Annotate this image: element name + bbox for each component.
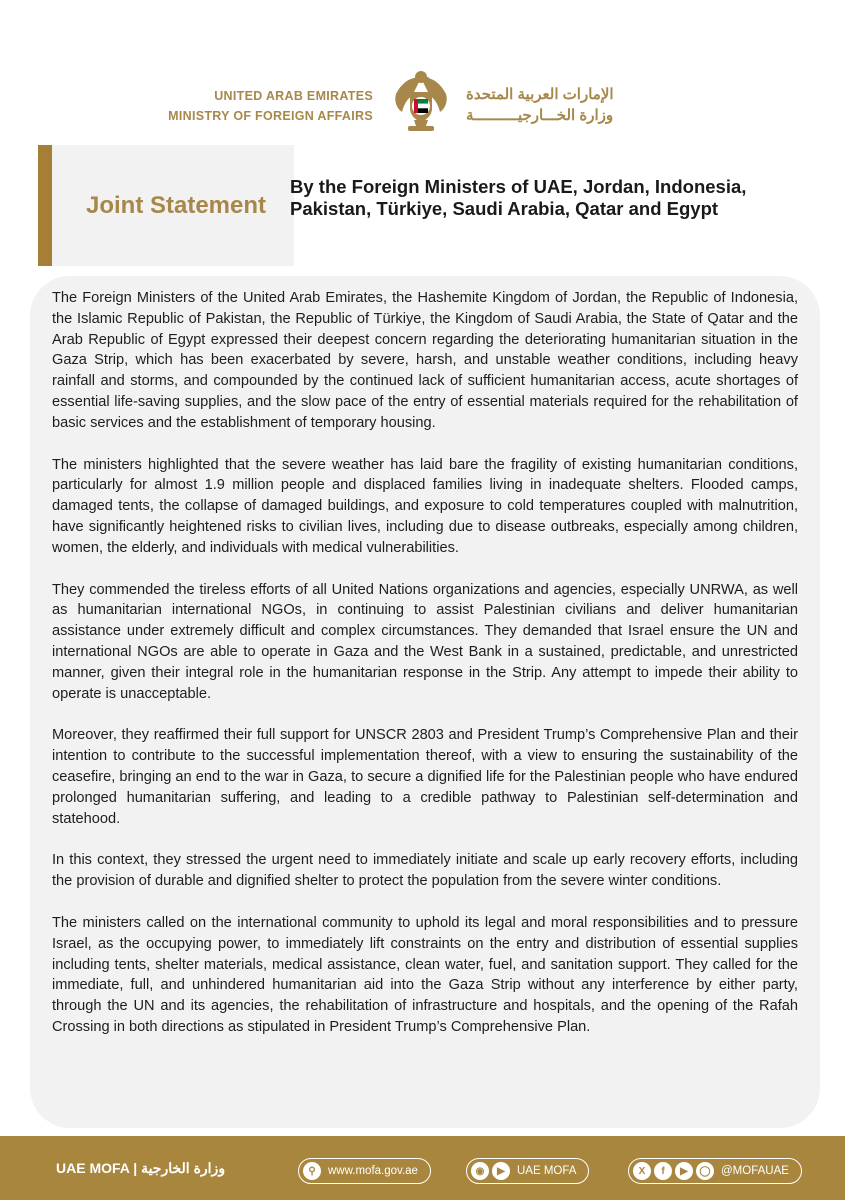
social-handle-label: @MOFAUAE [721, 1165, 789, 1177]
paragraph: The ministers highlighted that the severe weather has laid bare the fragility of existing humanitarian conditions, particularly for almost 1.9 million people and displaced families living in inadequate shelters. Flooded camps, damaged tents, the collapse of damaged buildings, and exposure to cold temperatures coupled with malnutrition, have significantly heightened risks to civilian lives, including due to disease outbreaks, especially among children, women, the elderly, and individuals with medical vulnerabilities. [52, 456, 798, 556]
title-band [38, 145, 294, 266]
footer-brand: UAE MOFA | وزارة الخارجية [56, 1160, 226, 1176]
youtube-icon: ▶ [675, 1162, 693, 1180]
statement-body [30, 276, 820, 1128]
page-subtitle: By the Foreign Ministers of UAE, Jordan, Indonesia, Pakistan, Türkiye, Saudi Arabia, Qatar and Egypt [290, 176, 747, 219]
title-accent-bar [38, 145, 52, 266]
facebook-icon: f [654, 1162, 672, 1180]
video-channels-label: UAE MOFA [517, 1165, 577, 1177]
footer [0, 1136, 845, 1200]
english-line-ministry: MINISTRY OF FOREIGN AFFAIRS [168, 109, 373, 123]
x-twitter-icon: X [633, 1162, 651, 1180]
instagram-icon: ◯ [696, 1162, 714, 1180]
paragraph: Moreover, they reaffirmed their full support for UNSCR 2803 and President Trump’s Comprehensive Plan and their intention to contribute to the successful implementation thereof, with a view to ensuring the sustainability of the ceasefire, bringing an end to the war in Gaza, to secure a dignified life for the Palestinian people who have endured prolonged humanitarian suffering, and leading to a credible pathway to Palestinian self-determination and statehood. [52, 727, 798, 827]
letterhead [0, 68, 845, 138]
page-title: Joint Statement [86, 192, 267, 219]
arabic-line-ministry: وزارة الخـــارجيــــــــــة [466, 107, 614, 124]
play-icon: ▶ [492, 1162, 510, 1180]
search-icon: ⚲ [303, 1162, 321, 1180]
ministry-name-arabic [466, 84, 614, 126]
arabic-line-country: الإمارات العربية المتحدة [466, 86, 614, 103]
ministry-name-english [168, 86, 373, 126]
paragraph: The ministers called on the international community to uphold its legal and moral responsibilities and to pressure Israel, as the occupying power, to immediately lift constraints on the entry and distribution of essential supplies including tents, shelter materials, medical assistance, clean water, fuel, and sanitation support. They called for the immediate, full, and unhindered humanitarian aid into the Gaza Strip without any interference by either party, through the UN and its agencies, the rehabilitation of infrastructure and hospitals, and the opening of the Rafah Crossing in both directions as stipulated in President Trump’s Comprehensive Plan. [52, 914, 798, 1035]
uae-falcon-emblem-icon [390, 68, 452, 134]
paragraph: In this context, they stressed the urgent need to immediately initiate and scale up early recovery efforts, including the provision of durable and dignified shelter to protect the population from the severe winter conditions. [52, 852, 798, 890]
social-links[interactable] [628, 1158, 802, 1184]
paragraph: The Foreign Ministers of the United Arab Emirates, the Hashemite Kingdom of Jordan, the Republic of Indonesia, the Islamic Republic of Pakistan, the Republic of Türkiye, the Kingdom of Saudi Arabia, the State of Qatar and the Arab Republic of Egypt expressed their deepest concern regarding the deteriorating humanitarian situation in the Gaza Strip, which has been exacerbated by severe, harsh, and unstable weather conditions, including heavy rainfall and storms, and compounded by the continued lack of sufficient humanitarian access, acute shortages of essential life-saving supplies, and the slow pace of the entry of essential materials required for the rehabilitation of basic services and the establishment of temporary housing. [52, 290, 798, 431]
video-channels-link[interactable] [466, 1158, 589, 1184]
website-link-label: www.mofa.gov.ae [328, 1165, 418, 1177]
english-line-country: UNITED ARAB EMIRATES [214, 89, 373, 103]
website-link[interactable] [298, 1158, 431, 1184]
paragraph: They commended the tireless efforts of all United Nations organizations and agencies, especially UNRWA, as well as humanitarian international NGOs, in continuing to assist Palestinian civilians and deliver humanitarian assistance under extremely difficult and complex circumstances. They demanded that Israel ensure the UN and international NGOs are able to operate in Gaza and the West Bank in a sustained, predictable, and unrestricted manner, given their integral role in the humanitarian response in the Strip. Any attempt to impede their ability to operate is unacceptable. [52, 581, 798, 702]
camera-icon: ◉ [471, 1162, 489, 1180]
